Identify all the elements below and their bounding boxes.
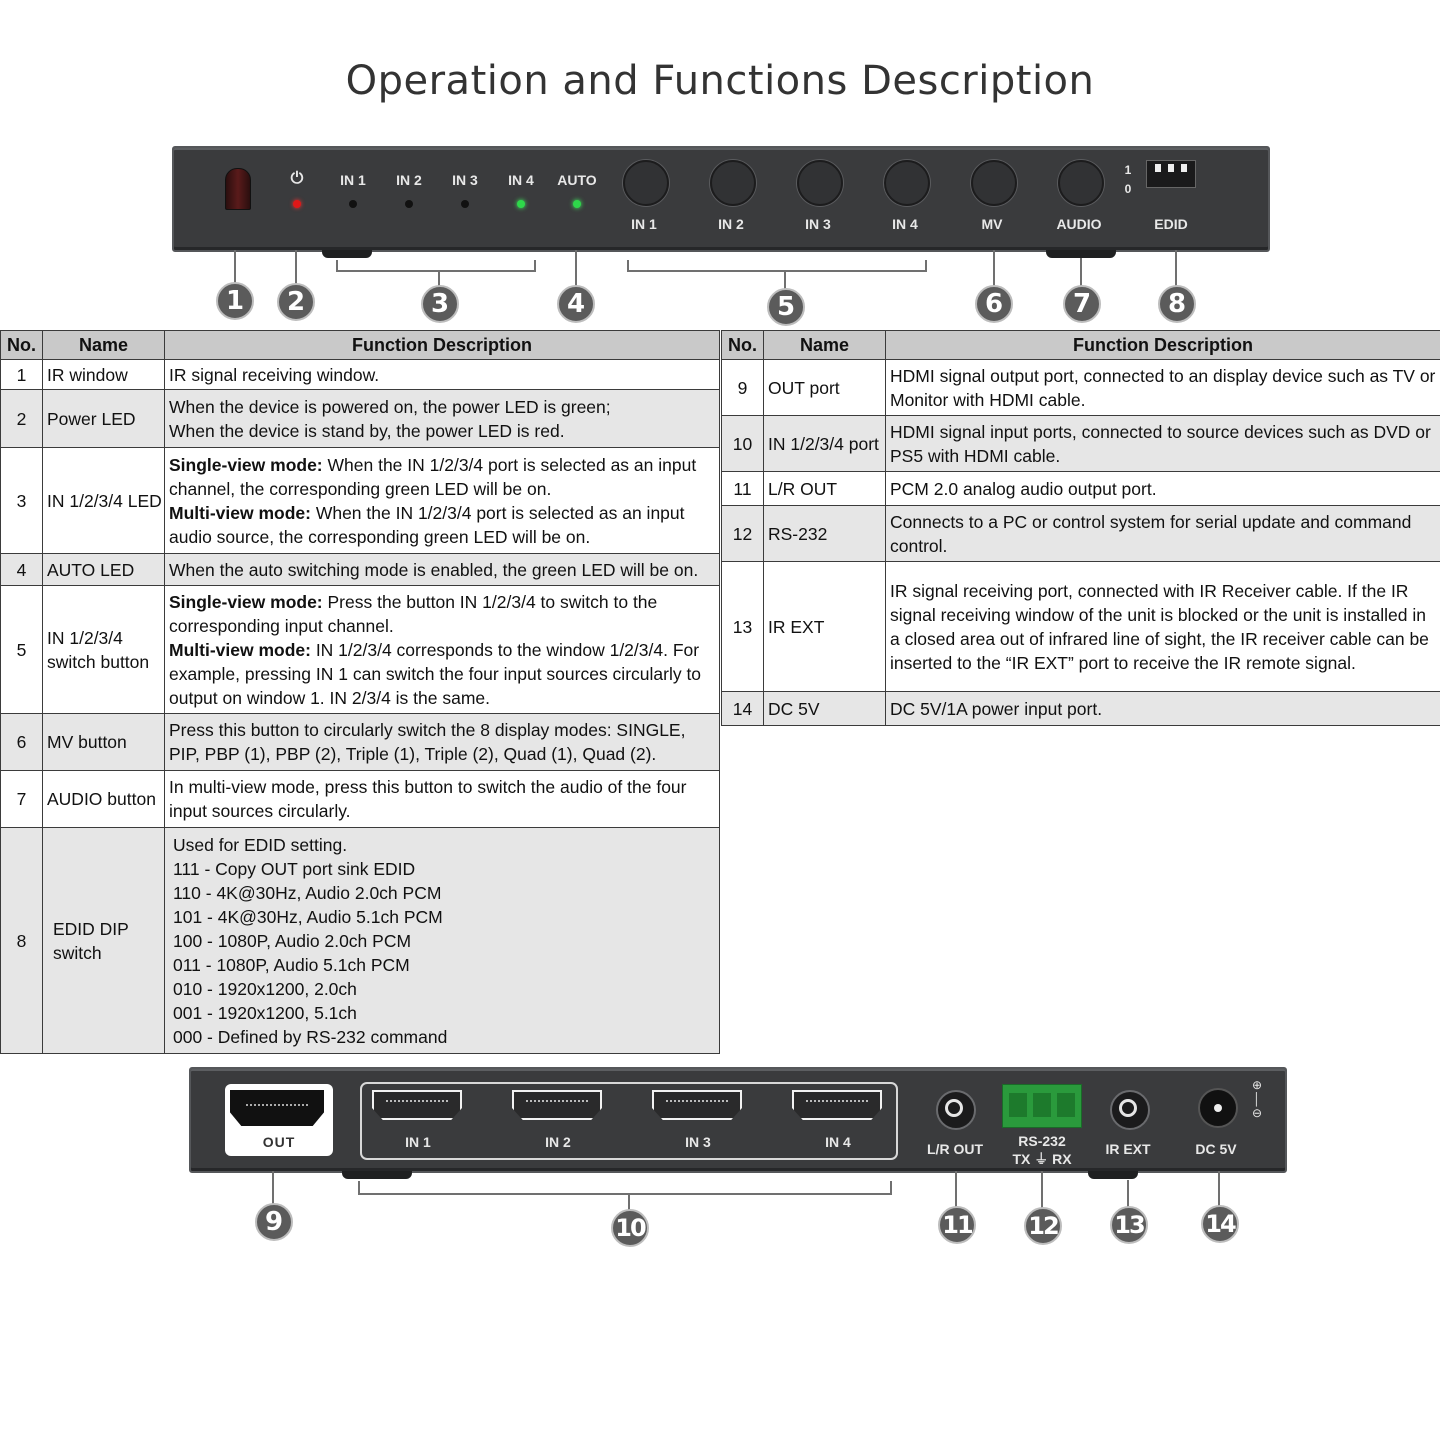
- callout-line-4: [575, 250, 577, 286]
- row-no: 7: [1, 771, 43, 828]
- row-name: IN 1/2/3/4 LED: [43, 448, 165, 554]
- callout-bracket-3-l: [336, 260, 338, 272]
- row-desc: [165, 828, 720, 1054]
- header-name: Name: [43, 331, 165, 360]
- led-in4: [517, 200, 525, 208]
- ir-ext-jack[interactable]: [1110, 1090, 1150, 1130]
- edid-line: 110 - 4K@30Hz, Audio 2.0ch PCM: [173, 882, 442, 903]
- callout-6: 6: [975, 285, 1013, 323]
- callout-line-14: [1218, 1171, 1220, 1207]
- edid-line: 111 - Copy OUT port sink EDID: [173, 858, 416, 879]
- edid-line: 001 - 1920x1200, 5.1ch: [173, 1002, 357, 1023]
- row-desc: DC 5V/1A power input port.: [886, 692, 1440, 726]
- row-name: RS-232: [764, 506, 886, 562]
- row-no: 9: [722, 360, 764, 416]
- row-name: IN 1/2/3/4 switch button: [43, 586, 165, 714]
- mode-text: IN 1/2/3/4 corresponds to the window 1/2/3/4. For example, pressing IN 1 can switch the four input sources circularly to output on window 1. IN 2/3/4 is the same.: [169, 639, 702, 708]
- row-no: 4: [1, 554, 43, 586]
- edid-line: 011 - 1080P, Audio 5.1ch PCM: [173, 954, 410, 975]
- button-mv[interactable]: [971, 160, 1017, 206]
- hdmi-in1-port[interactable]: [372, 1090, 462, 1124]
- ir-window: [225, 168, 251, 210]
- row-name: IR window: [43, 360, 165, 390]
- edid-line: 101 - 4K@30Hz, Audio 5.1ch PCM: [173, 906, 443, 927]
- callout-line-2: [295, 250, 297, 286]
- callout-14: 14: [1201, 1205, 1239, 1243]
- row-no: 6: [1, 714, 43, 771]
- button-in3[interactable]: [797, 160, 843, 206]
- hdmi-in3-port[interactable]: [652, 1090, 742, 1124]
- callout-line-9: [272, 1171, 274, 1205]
- callout-10: 10: [611, 1209, 649, 1247]
- button-in1[interactable]: [623, 160, 669, 206]
- row-name: EDID DIP switch: [43, 828, 165, 1054]
- ir-ext-label: IR EXT: [1105, 1141, 1151, 1157]
- row-desc: IR signal receiving port, connected with IR Receiver cable. If the IR signal receiving window of the unit is blocked or the unit is installed in a closed area out of infrared line of sight, the IR receiver cable can be inserted to the “IR EXT” port to receive the IR remote signal.: [886, 562, 1440, 692]
- callout-13: 13: [1110, 1206, 1148, 1244]
- row-no: 11: [722, 472, 764, 506]
- row-desc: In multi-view mode, press this button to switch the audio of the four input sources circularly.: [165, 771, 720, 828]
- callout-11: 11: [938, 1206, 976, 1244]
- row-no: 1: [1, 360, 43, 390]
- mode-label: Single-view mode:: [169, 454, 323, 475]
- led-label-in4: IN 4: [508, 172, 534, 188]
- led-label-in1: IN 1: [340, 172, 366, 188]
- rear-panel-foot-right: [1088, 1171, 1138, 1179]
- hdmi-in1-label: IN 1: [405, 1134, 431, 1150]
- mode-label: Single-view mode:: [169, 591, 323, 612]
- row-no: 2: [1, 390, 43, 448]
- callout-5: 5: [767, 288, 805, 326]
- callout-7: 7: [1063, 285, 1101, 323]
- row-desc: HDMI signal output port, connected to an display device such as TV or Monitor with HDMI cable.: [886, 360, 1440, 416]
- row-desc: [165, 586, 720, 714]
- row-no: 8: [1, 828, 43, 1054]
- button-in4[interactable]: [884, 160, 930, 206]
- row-desc: HDMI signal input ports, connected to source devices such as DVD or PS5 with HDMI cable.: [886, 416, 1440, 472]
- dip-on-label: 1: [1124, 163, 1132, 177]
- row-no: 13: [722, 562, 764, 692]
- power-led: [293, 200, 301, 208]
- header-name: Name: [764, 331, 886, 360]
- mode-label: Multi-view mode:: [169, 502, 311, 523]
- row-desc: Press this button to circularly switch the 8 display modes: SINGLE, PIP, PBP (1), PBP (2), Triple (1), Triple (2), Quad (1), Quad (2).: [165, 714, 720, 771]
- callout-bracket-5-l: [627, 260, 629, 272]
- row-desc: When the auto switching mode is enabled, the green LED will be on.: [165, 554, 720, 586]
- row-no: 10: [722, 416, 764, 472]
- row-no: 5: [1, 586, 43, 714]
- row-desc: [165, 448, 720, 554]
- hdmi-in2-port[interactable]: [512, 1090, 602, 1124]
- hdmi-in4-label: IN 4: [825, 1134, 851, 1150]
- callout-bracket-3-r: [534, 260, 536, 272]
- callout-9: 9: [255, 1203, 293, 1241]
- callout-line-6: [993, 250, 995, 286]
- led-in3: [461, 200, 469, 208]
- callout-8: 8: [1158, 285, 1196, 323]
- rear-panel-foot-left: [342, 1171, 412, 1179]
- out-port-pins: [246, 1104, 308, 1106]
- callout-bracket-10-r: [890, 1181, 892, 1195]
- desc-line: When the device is powered on, the power LED is green;: [169, 396, 611, 417]
- callout-line-11: [955, 1171, 957, 1207]
- callout-line-13: [1127, 1180, 1129, 1208]
- edid-line: 010 - 1920x1200, 2.0ch: [173, 978, 357, 999]
- header-no: No.: [1, 331, 43, 360]
- button-in2[interactable]: [710, 160, 756, 206]
- led-label-in2: IN 2: [396, 172, 422, 188]
- callout-line-8: [1175, 250, 1177, 286]
- row-name: Power LED: [43, 390, 165, 448]
- polarity-icon: ⊕ │ ⊖: [1251, 1078, 1263, 1120]
- button-label-mv: MV: [981, 216, 1003, 232]
- edid-line: 000 - Defined by RS-232 command: [173, 1026, 448, 1047]
- row-desc: Connects to a PC or control system for serial update and command control.: [886, 506, 1440, 562]
- dip-off-label: 0: [1124, 182, 1132, 196]
- row-no: 14: [722, 692, 764, 726]
- row-desc: [165, 390, 720, 448]
- mode-text: When the IN 1/2/3/4 port is selected as an input audio source, the corresponding green LED will be on.: [169, 502, 685, 547]
- callout-2: 2: [277, 283, 315, 321]
- callout-bracket-5: [627, 270, 927, 272]
- row-name: L/R OUT: [764, 472, 886, 506]
- hdmi-in3-label: IN 3: [685, 1134, 711, 1150]
- button-label-audio: AUDIO: [1056, 216, 1102, 232]
- callout-3: 3: [421, 285, 459, 323]
- mode-label: Multi-view mode:: [169, 639, 311, 660]
- callout-1: 1: [216, 282, 254, 320]
- edid-label: EDID: [1154, 216, 1188, 232]
- hdmi-in4-port[interactable]: [792, 1090, 882, 1124]
- callout-line-1: [234, 250, 236, 286]
- led-in1: [349, 200, 357, 208]
- callout-4: 4: [557, 285, 595, 323]
- page-title: Operation and Functions Description: [345, 58, 1095, 104]
- row-desc: PCM 2.0 analog audio output port.: [886, 472, 1440, 506]
- callout-bracket-10: [358, 1193, 892, 1195]
- led-label-in3: IN 3: [452, 172, 478, 188]
- led-auto: [573, 200, 581, 208]
- dc-label: DC 5V: [1195, 1141, 1237, 1157]
- power-icon: ⏻: [290, 170, 304, 187]
- callout-bracket-3: [336, 270, 536, 272]
- rs232-pin-label: TX ⏚ RX: [1012, 1151, 1072, 1167]
- row-name: IR EXT: [764, 562, 886, 692]
- rs232-terminal[interactable]: [1002, 1084, 1082, 1128]
- desc-line: When the device is stand by, the power LED is red.: [169, 420, 565, 441]
- led-label-auto: AUTO: [557, 172, 597, 188]
- button-label-in2: IN 2: [718, 216, 744, 232]
- row-name: AUDIO button: [43, 771, 165, 828]
- lr-out-jack[interactable]: [936, 1090, 976, 1130]
- dc-power-jack[interactable]: [1198, 1088, 1238, 1128]
- button-label-in4: IN 4: [892, 216, 918, 232]
- lr-out-label: L/R OUT: [927, 1141, 983, 1157]
- row-name: IN 1/2/3/4 port: [764, 416, 886, 472]
- button-label-in3: IN 3: [805, 216, 831, 232]
- out-port-frame: [230, 1090, 324, 1126]
- header-function: Function Description: [165, 331, 720, 360]
- edid-line: 100 - 1080P, Audio 2.0ch PCM: [173, 930, 412, 951]
- row-name: OUT port: [764, 360, 886, 416]
- button-audio[interactable]: [1058, 160, 1104, 206]
- row-name: MV button: [43, 714, 165, 771]
- out-label: OUT: [262, 1134, 296, 1150]
- row-no: 3: [1, 448, 43, 554]
- front-panel-foot-left: [322, 250, 372, 258]
- led-in2: [405, 200, 413, 208]
- callout-bracket-5-r: [925, 260, 927, 272]
- button-label-in1: IN 1: [631, 216, 657, 232]
- callout-line-12: [1041, 1171, 1043, 1209]
- row-no: 12: [722, 506, 764, 562]
- row-name: DC 5V: [764, 692, 886, 726]
- edid-line: Used for EDID setting.: [173, 834, 348, 855]
- mode-text: Press the button IN 1/2/3/4 to switch to the corresponding input channel.: [169, 591, 658, 636]
- hdmi-in2-label: IN 2: [545, 1134, 571, 1150]
- edid-dip-switch[interactable]: [1146, 160, 1196, 188]
- row-name: AUTO LED: [43, 554, 165, 586]
- header-function: Function Description: [886, 331, 1440, 360]
- left-function-table: [0, 330, 720, 1054]
- callout-line-5: [784, 270, 786, 290]
- mode-text: When the IN 1/2/3/4 port is selected as an input channel, the corresponding green LED will be on.: [169, 454, 697, 499]
- front-panel-foot-right: [1046, 250, 1116, 258]
- right-function-table: [721, 330, 1440, 726]
- rs232-label: RS-232: [1018, 1133, 1066, 1149]
- callout-bracket-10-l: [358, 1181, 360, 1195]
- callout-12: 12: [1024, 1207, 1062, 1245]
- callout-line-7: [1080, 258, 1082, 286]
- header-no: No.: [722, 331, 764, 360]
- row-desc: IR signal receiving window.: [165, 360, 720, 390]
